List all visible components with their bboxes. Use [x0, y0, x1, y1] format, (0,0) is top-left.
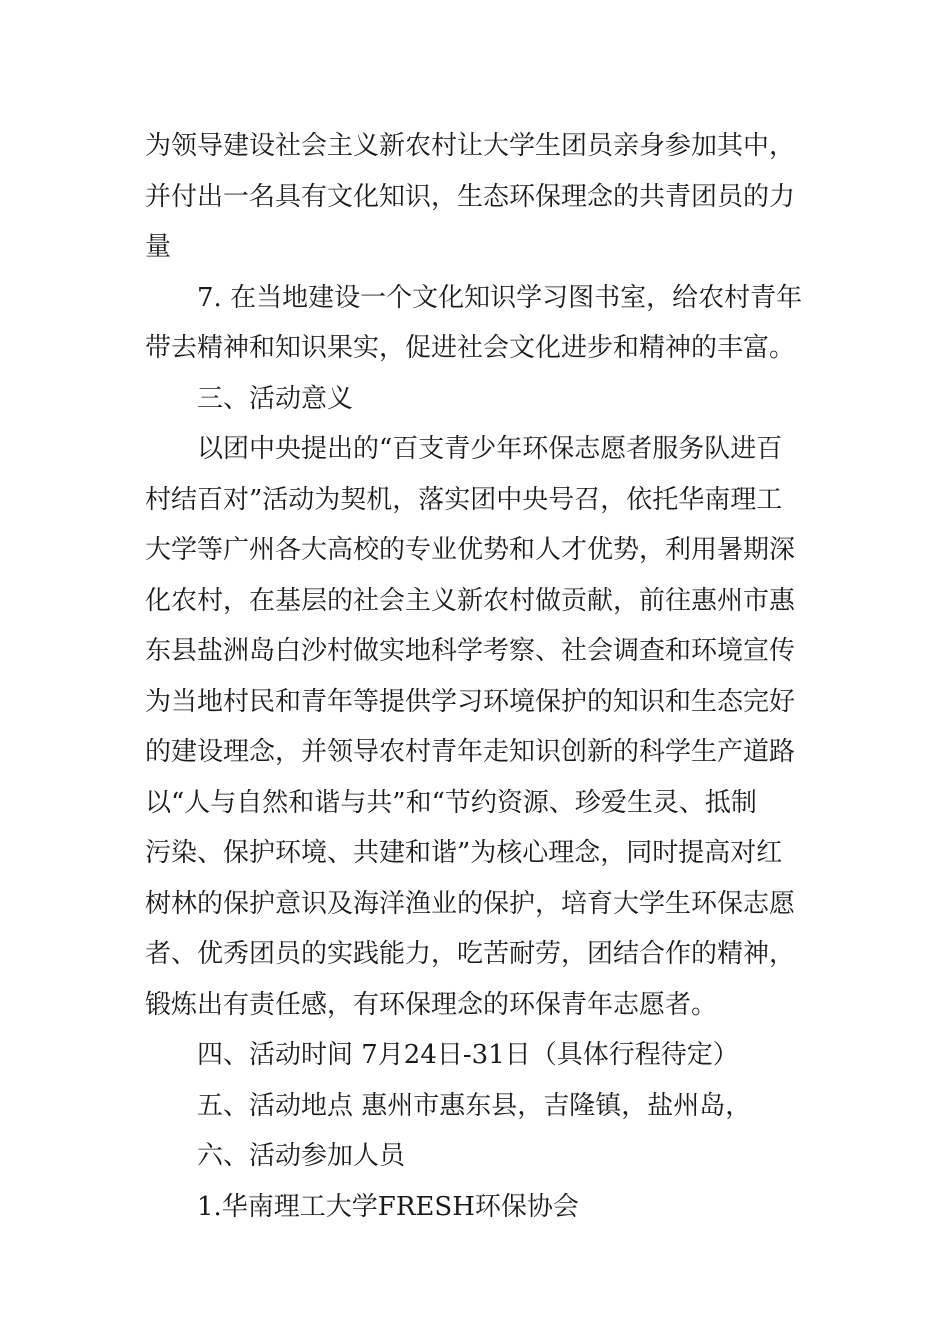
text-line: 并付出一名具有文化知识，生态环保理念的共青团员的力 — [145, 181, 796, 212]
text-line: 树林的保护意识及海洋渔业的保护，培育大学生环保志愿 — [145, 888, 796, 919]
text-line: 村结百对”活动为契机，落实团中央号召，依托华南理工 — [145, 484, 783, 515]
text-line: 大学等广州各大高校的专业优势和人才优势，利用暑期深 — [145, 535, 796, 565]
section-heading-time: 四、活动时间 7月24日-31日（具体行程待定） — [197, 1040, 739, 1070]
section-heading-location: 五、活动地点 惠州市惠东县，吉隆镇，盐州岛， — [197, 1090, 752, 1121]
text-line: 量 — [145, 232, 172, 262]
text-line: 东县盐洲岛白沙村做实地科学考察、社会调查和环境宣传 — [145, 636, 796, 666]
text-line: 污染、保护环境、共建和谐”为核心理念，同时提高对红 — [145, 838, 783, 868]
list-item-7: 7. 在当地建设一个文化知识学习图书室，给农村青年 — [197, 282, 803, 313]
section-heading-significance: 三、活动意义 — [197, 383, 354, 414]
text-line: 带去精神和知识果实，促进社会文化进步和精神的丰富。 — [145, 333, 796, 363]
paragraph-start: 以团中央提出的“百支青少年环保志愿者服务队进百 — [197, 434, 783, 464]
participant-item-1: 1.华南理工大学FRESH环保协会 — [197, 1191, 579, 1222]
text-line: 者、优秀团员的实践能力，吃苦耐劳，团结合作的精神， — [145, 939, 796, 969]
text-line: 化农村，在基层的社会主义新农村做贡献，前往惠州市惠 — [145, 585, 796, 616]
text-line: 锻炼出有责任感，有环保理念的环保青年志愿者。 — [145, 989, 718, 1020]
document-body — [145, 121, 825, 1232]
text-line: 以“人与自然和谐与共”和“节约资源、珍爱生灵、抵制 — [145, 787, 757, 818]
text-line: 的建设理念，并领导农村青年走知识创新的科学生产道路 — [145, 737, 796, 767]
text-line: 为领导建设社会主义新农村让大学生团员亲身参加其中， — [145, 131, 796, 161]
text-line: 为当地村民和青年等提供学习环境保护的知识和生态完好 — [145, 686, 796, 717]
section-heading-participants: 六、活动参加人员 — [197, 1141, 406, 1171]
